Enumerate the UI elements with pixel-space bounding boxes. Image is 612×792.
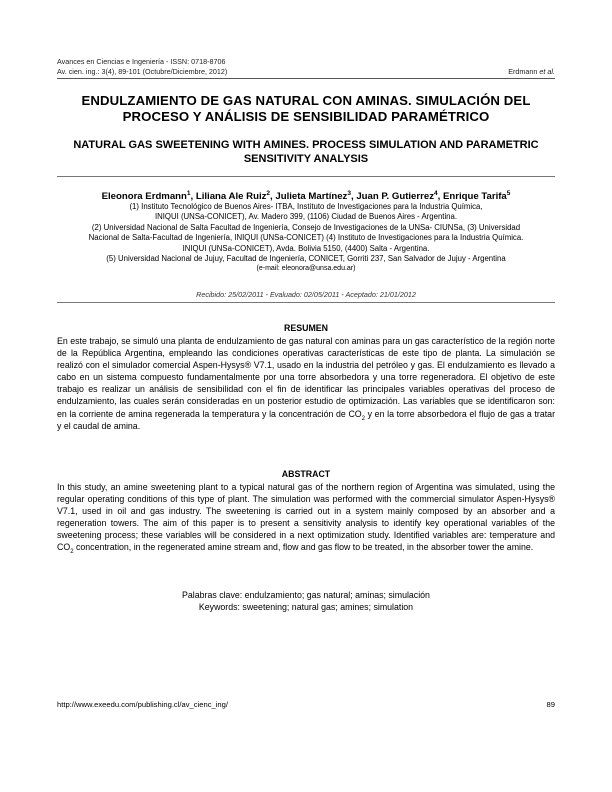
author (196, 191, 276, 202)
affiliation-line: Nacional de Salta-Facultad de Ingeniería, INIQUI (UNSa-CONICET) (4) Instituto de Investigaciones para la Industria Química. (88, 233, 524, 243)
author-affil-mark: 1 (186, 190, 191, 197)
author-separator: , (350, 191, 357, 203)
submission-dates: Recibido: 25/02/2011 - Evaluado: 02/05/2011 - Aceptado: 21/01/2012 (196, 290, 416, 299)
resumen-body (57, 335, 555, 432)
affiliation-line: (5) Universidad Nacional de Jujuy, Facultad de Ingeniería, CONICET, Gorriti 237, San Salvador de Jujuy - Argentina (106, 254, 506, 264)
abstract-text-end: concentration, in the regenerated amine stream and, flow and gas flow to be treated, in the absorber tower the amine. (73, 542, 534, 553)
title-divider (57, 176, 555, 177)
resumen-heading: RESUMEN (284, 323, 328, 333)
journal-url-link[interactable]: http://www.exeedu.com/publishing.cl/av_cienc_ing/ (57, 700, 228, 709)
affiliations (57, 202, 555, 275)
running-head (508, 67, 555, 76)
keywords-block (57, 590, 555, 613)
running-etal: et al. (539, 67, 555, 76)
author-name: Enrique Tarifa (442, 191, 507, 203)
title-english: NATURAL GAS SWEETENING WITH AMINES. PROCESS SIMULATION AND PARAMETRIC SENSITIVITY ANALYSIS (73, 139, 539, 165)
affiliation-line: (2) Universidad Nacional de Salta Facultad de Ingeniería, Consejo de Investigaciones de la UNSa- CIUNSa, (3) Universidad (91, 222, 521, 232)
contact-email: (e-mail: eleonora@unsa.edu.ar) (256, 265, 356, 273)
co2-subscript: 2 (361, 415, 365, 422)
author-name: Eleonora Erdmann (101, 191, 187, 203)
author-affil-mark: 5 (506, 190, 511, 197)
header-divider (57, 78, 555, 79)
affiliation-line: (1) Instituto Tecnológico de Buenos Aires- ITBA, Instituto de Investigaciones para la Industria Química, (129, 202, 483, 211)
author-affil-mark: 3 (347, 190, 351, 197)
running-author: Erdmann (508, 67, 538, 76)
author (102, 191, 196, 202)
abstract-text: In this study, an amine sweetening plant to a typical natural gas of the northern region of Argentina was simulated, using the regular operating conditions of this type of plant. The simulation was performed with the commercial simulator Aspen-Hysys® V7.1, used in oil and gas industry. The sweetening is carried out in a system mainly composed by an absorber and a regeneration towers. The aim of this paper is to present a sensitivity analysis to identify key operational variables of the sweetening process; these variables will be considered in a next optimization study. Identified variables are: temperature and CO (57, 482, 555, 553)
citation-header (57, 67, 555, 76)
title-spanish: ENDULZAMIENTO DE GAS NATURAL CON AMINAS. SIMULACIÓN DEL PROCESO Y ANÁLISIS DE SENSIBILIDAD PARAMÉTRICO (81, 93, 531, 124)
abstract-body (57, 481, 555, 554)
citation-line: Av. cien. ing.: 3(4), 89-101 (Octubre/Diciembre, 2012) (57, 67, 228, 76)
author-separator: , (190, 191, 196, 203)
author-separator: , (437, 191, 443, 203)
resumen-text-end: y en la torre absorbedora el flujo de gas a tratar y el caudal de amina. (57, 408, 555, 431)
keywords-english: Keywords: sweetening; natural gas; amines; simulation (198, 601, 414, 612)
author-affil-mark: 4 (434, 190, 438, 197)
co2-subscript: 2 (70, 549, 74, 556)
journal-line: Avances en Ciencias e Ingeniería - ISSN: 0718-8706 (57, 57, 226, 66)
page-footer (57, 700, 555, 710)
affiliation-line: INIQUI (UNSa-CONICET), Av. Madero 399, (1106) Ciudad de Buenos Aires - Argentina. (154, 212, 458, 222)
author-affil-mark: 2 (266, 190, 271, 197)
author (443, 191, 510, 202)
author-name: Juan P. Gutierrez (356, 191, 434, 203)
affiliation-line: INIQUI (UNSa-CONICET), Avda. Bolivia 5150, (4400) Salta - Argentina. (182, 243, 430, 253)
author-list (57, 188, 555, 203)
author-separator: , (270, 191, 276, 203)
resumen-text: En este trabajo, se simuló una planta de endulzamiento de gas natural con aminas para un gas característico de la región norte de la República Argentina, empleando las condiciones operativas características de este tipo de planta. La simulación se realizó con el simulador comercial Aspen-Hysys® V7.1, usado en la industria del petróleo y gas. El endulzamiento es llevado a cabo en un sistema compuesto fundamentalmente por una torre absorbedora y una torre regeneradora. El objetivo de este trabajo es realizar un análisis de sensibilidad con el fin de identificar las principales variables operativas del proceso de endulzamiento, las cuales serán consideradas en un posterior estudio de optimización. Las variables que se identificaron son: en la corriente de amina regenerada la temperatura y la concentración de CO (57, 336, 555, 419)
abstract-heading: ABSTRACT (281, 469, 331, 479)
keywords-spanish: Palabras clave: endulzamiento; gas natural; aminas; simulación (182, 590, 430, 600)
author (275, 191, 356, 202)
author-name: Liliana Ale Ruiz (195, 191, 267, 203)
author-name: Julieta Martínez (275, 191, 348, 203)
page-number: 89 (546, 700, 555, 709)
author (356, 191, 443, 202)
dates-divider (57, 302, 555, 303)
